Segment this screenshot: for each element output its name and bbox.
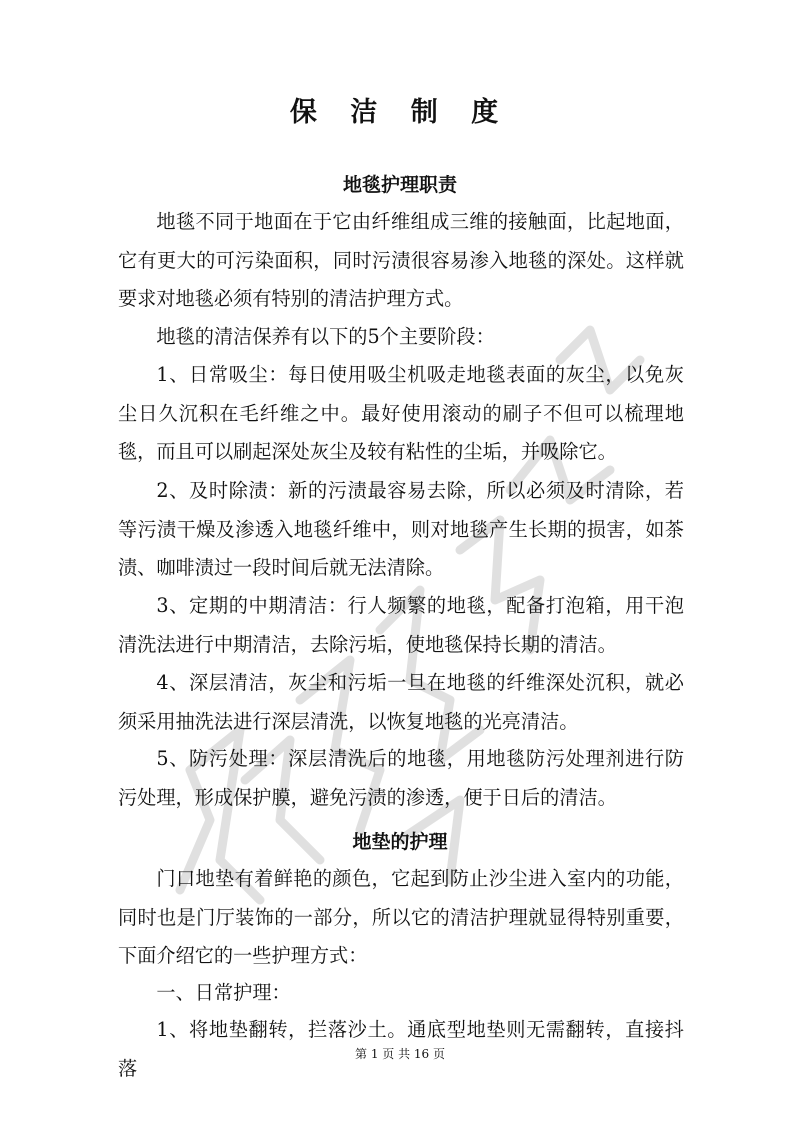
paragraph: 一、日常护理： <box>156 981 291 1004</box>
document-title: 保 洁 制 度 <box>289 97 511 128</box>
paragraph: 3、定期的中期清洁：行人频繁的地毯，配备打泡箱，用干泡清洗法进行中期清洁，去除污垢，使地毯保持长期的清洁。 <box>118 594 684 656</box>
section-heading-mat: 地垫的护理 <box>352 831 448 853</box>
paragraph: 5、防污处理：深层清洗后的地毯，用地毯防污处理剂进行防污处理，形成保护膜，避免污渍的渗透，便于日后的清洁。 <box>118 747 684 809</box>
paragraph: 门口地垫有着鲜艳的颜色，它起到防止沙尘进入室内的功能，同时也是门厅装饰的一部分，所以它的清洁护理就显得特别重要，下面介绍它的一些护理方式： <box>118 867 684 967</box>
paragraph: 1、将地垫翻转，拦落沙土。通底型地垫则无需翻转，直接抖落 <box>118 1018 684 1080</box>
paragraph: 4、深层清洁，灰尘和污垢一旦在地毯的纤维深处沉积，就必须采用抽洗法进行深层清洗，以恢复地毯的光亮清洁。 <box>118 671 684 733</box>
section-heading-carpet: 地毯护理职责 <box>342 174 457 196</box>
paragraph: 地毯不同于地面在于它由纤维组成三维的接触面，比起地面，它有更大的可污染面积，同时污渍很容易渗入地毯的深处。这样就要求对地毯必须有特别的清洁护理方式。 <box>118 210 684 310</box>
paragraph: 1、日常吸尘：每日使用吸尘机吸走地毯表面的灰尘，以免灰尘日久沉积在毛纤维之中。最好使用滚动的刷子不但可以梳理地毯，而且可以刷起深处灰尘及较有粘性的尘垢，并吸除它。 <box>118 363 684 463</box>
paragraph: 2、及时除渍：新的污渍最容易去除，所以必须及时清除，若等污渍干燥及渗透入地毯纤维中，则对地毯产生长期的损害，如茶渍、咖啡渍过一段时间后就无法清除。 <box>118 479 684 579</box>
page-number-footer: 第 1 页 共 16 页 <box>355 1047 445 1061</box>
paragraph: 地毯的清洁保养有以下的5个主要阶段： <box>156 325 495 348</box>
